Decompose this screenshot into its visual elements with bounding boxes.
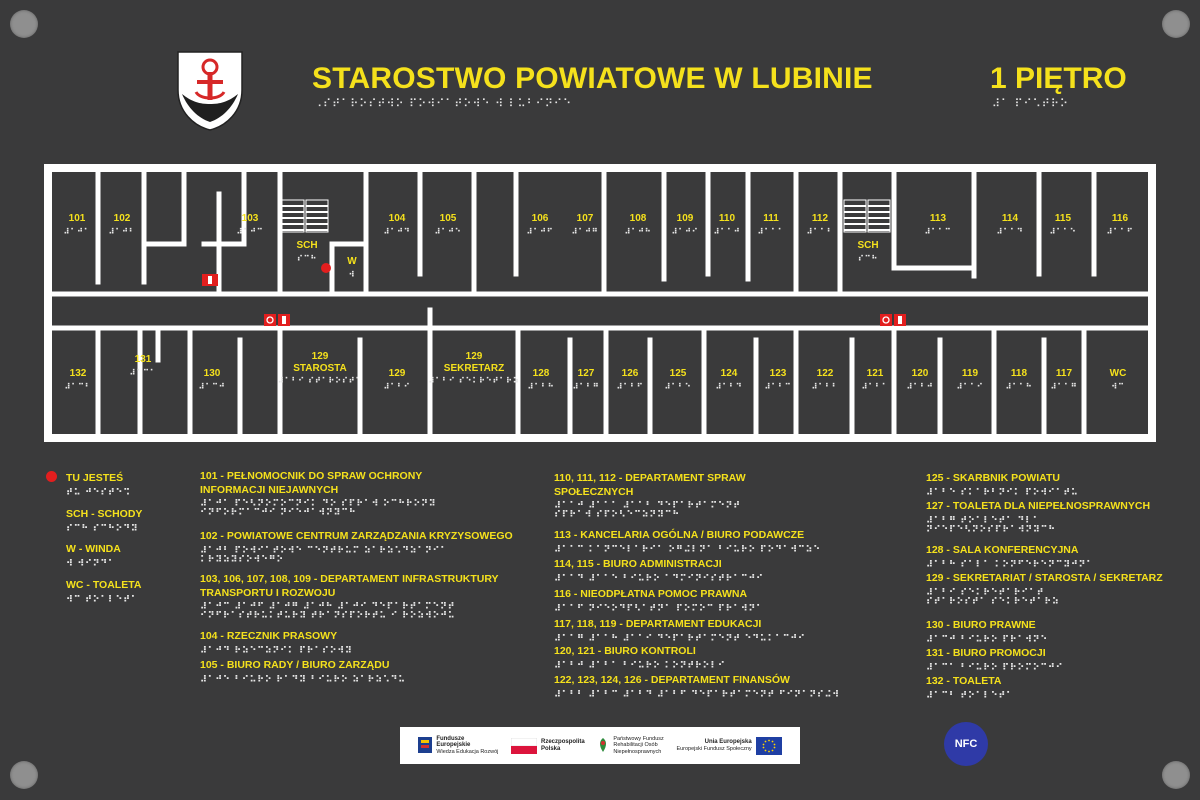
legend-item: 102 - POWIATOWE CENTRUM ZARZĄDZANIA KRYZYSOWEGO ⠼⠁⠚⠃ ⠏⠕⠺⠊⠁⠞⠕⠺⠑ ⠉⠑⠝⠞⠗⠥⠍ ⠵⠁⠗⠵⠡⠙⠵⠁⠝⠊⠁ ⠅⠗⠽⠵⠽⠎⠕⠺⠑⠛⠕	[200, 530, 513, 565]
room-label: 102 ⠼⠁⠚⠃	[108, 213, 136, 236]
legend-item: 110, 111, 112 - DEPARTAMENT SPRAW SPOŁECZNYCH ⠼⠁⠁⠚ ⠼⠁⠁⠁ ⠼⠁⠁⠃ ⠙⠑⠏⠁⠗⠞⠁⠍⠑⠝⠞ ⠎⠏⠗⠁⠺ ⠎⠏⠕⠣⠑⠉⠵⠝⠽⠉⠓	[554, 472, 746, 521]
room-label: 113 ⠼⠁⠁⠉	[924, 213, 952, 236]
room-label: 108 ⠼⠁⠚⠓	[624, 213, 652, 236]
screw-bottom-left	[10, 761, 38, 789]
legend-item: W - WINDA ⠺ ⠺⠊⠝⠙⠁	[66, 543, 121, 569]
room-label: 124 ⠼⠁⠃⠙	[715, 368, 743, 391]
room-label: 122 ⠼⠁⠃⠃	[811, 368, 839, 391]
legend-item: 125 - SKARBNIK POWIATU ⠼⠁⠃⠑ ⠎⠅⠁⠗⠃⠝⠊⠅ ⠏⠕⠺⠊⠁⠞⠥	[926, 472, 1079, 498]
page-title: STAROSTWO POWIATOWE W LUBINIE	[312, 62, 873, 95]
legend-item: 127 - TOALETA DLA NIEPEŁNOSPRAWNYCH ⠼⠁⠃⠛ ⠞⠕⠁⠇⠑⠞⠁ ⠙⠇⠁ ⠝⠊⠑⠏⠑⠣⠝⠕⠎⠏⠗⠁⠺⠝⠽⠉⠓	[926, 500, 1151, 535]
legend-item: 120, 121 - BIURO KONTROLI ⠼⠁⠃⠚ ⠼⠁⠃⠁ ⠃⠊⠥⠗⠕ ⠅⠕⠝⠞⠗⠕⠇⠊	[554, 645, 726, 671]
room-label: 120 ⠼⠁⠃⠚	[906, 368, 934, 391]
legend-item: SCH - SCHODY ⠎⠉⠓ ⠎⠉⠓⠕⠙⠽	[66, 508, 143, 534]
room-label: 101 ⠼⠁⠚⠁	[63, 213, 91, 236]
plan-walls	[48, 168, 1152, 438]
legend-item: 116 - NIEODPŁATNA POMOC PRAWNA ⠼⠁⠁⠋ ⠝⠊⠑⠕⠙⠏⠣⠁⠞⠝⠁ ⠏⠕⠍⠕⠉ ⠏⠗⠁⠺⠝⠁	[554, 588, 764, 614]
floor-plan	[44, 164, 1156, 442]
fe-star-icon	[418, 737, 432, 753]
room-label: 117 ⠼⠁⠁⠛	[1050, 368, 1078, 391]
room-label: 105 ⠼⠁⠚⠑	[434, 213, 462, 236]
legend-item: 114, 115 - BIURO ADMINISTRACJI ⠼⠁⠁⠙ ⠼⠁⠁⠑ ⠃⠊⠥⠗⠕ ⠁⠙⠍⠊⠝⠊⠎⠞⠗⠁⠉⠚⠊	[554, 558, 764, 584]
screw-top-left	[10, 10, 38, 38]
unia-europejska-logo: Unia Europejska Europejski Fundusz Społeczny	[676, 737, 781, 755]
room-label: WC ⠺⠉	[1109, 368, 1127, 391]
screw-top-right	[1162, 10, 1190, 38]
room-label-lift: W ⠺	[347, 256, 357, 279]
pfron-icon	[597, 737, 609, 753]
rzeczpospolita-logo: Rzeczpospolita Polska	[511, 738, 585, 754]
room-label: 132 ⠼⠁⠉⠃	[64, 368, 92, 391]
nfc-badge[interactable]: NFC	[944, 722, 988, 766]
legend-item: 130 - BIURO PRAWNE ⠼⠁⠉⠚ ⠃⠊⠥⠗⠕ ⠏⠗⠁⠺⠝⠑	[926, 619, 1048, 645]
room-label: 130 ⠼⠁⠉⠚	[198, 368, 226, 391]
room-label: 115 ⠼⠁⠁⠑	[1049, 213, 1077, 236]
room-label: 119 ⠼⠁⠁⠊	[956, 368, 984, 391]
room-label: 107 ⠼⠁⠚⠛	[571, 213, 599, 236]
room-label: 125 ⠼⠁⠃⠑	[664, 368, 692, 391]
page-title-braille: ⠠⠎⠞⠁⠗⠕⠎⠞⠺⠕ ⠏⠕⠺⠊⠁⠞⠕⠺⠑ ⠺ ⠇⠥⠃⠊⠝⠊⠑	[314, 97, 573, 110]
room-label-starosta: 129 STAROSTA ⠼⠁⠃⠊ ⠎⠞⠁⠗⠕⠎⠞⠁	[277, 351, 363, 385]
legend-item: 129 - SEKRETARIAT / STAROSTA / SEKRETARZ ⠼⠁⠃⠊ ⠎⠑⠅⠗⠑⠞⠁⠗⠊⠁⠞ ⠎⠞⠁⠗⠕⠎⠞⠁ ⠎⠑⠅⠗⠑⠞⠁⠗⠵	[926, 572, 1163, 607]
room-label: 128 ⠼⠁⠃⠓	[527, 368, 555, 391]
legend-item: WC - TOALETA ⠺⠉ ⠞⠕⠁⠇⠑⠞⠁	[66, 579, 142, 605]
stairs-icon-east	[844, 200, 890, 232]
room-label: 104 ⠼⠁⠚⠙	[383, 213, 411, 236]
legend-item: 105 - BIURO RADY / BIURO ZARZĄDU ⠼⠁⠚⠑ ⠃⠊⠥⠗⠕ ⠗⠁⠙⠽ ⠃⠊⠥⠗⠕ ⠵⠁⠗⠵⠡⠙⠥	[200, 659, 406, 685]
legend-item: TU JESTEŚ ⠞⠥ ⠚⠑⠎⠞⠑⠩	[66, 472, 131, 498]
room-label: 106 ⠼⠁⠚⠋	[526, 213, 554, 236]
legend-item: 113 - KANCELARIA OGÓLNA / BIURO PODAWCZE ⠼⠁⠁⠉ ⠅⠁⠝⠉⠑⠇⠁⠗⠊⠁ ⠕⠛⠬⠇⠝⠁ ⠃⠊⠥⠗⠕ ⠏⠕⠙⠁⠺⠉⠵⠑	[554, 529, 821, 555]
room-label: 111 ⠼⠁⠁⠁	[757, 213, 785, 236]
coat-of-arms-icon	[176, 50, 244, 132]
screw-bottom-right	[1162, 761, 1190, 789]
you-are-here-legend-dot	[46, 471, 57, 482]
stairs-icon	[282, 200, 328, 232]
room-label: 126 ⠼⠁⠃⠋	[616, 368, 644, 391]
legend-item: 131 - BIURO PROMOCJI ⠼⠁⠉⠁ ⠃⠊⠥⠗⠕ ⠏⠗⠕⠍⠕⠉⠚⠊	[926, 647, 1064, 673]
floor-label-braille: ⠼⠁ ⠏⠊⠡⠞⠗⠕	[992, 97, 1069, 110]
room-label: 129 ⠼⠁⠃⠊	[383, 368, 411, 391]
room-label: 118 ⠼⠁⠁⠓	[1005, 368, 1033, 391]
room-label: 109 ⠼⠁⠚⠊	[671, 213, 699, 236]
legend-item: 101 - PEŁNOMOCNIK DO SPRAW OCHRONY INFORMACJI NIEJAWNYCH ⠼⠁⠚⠁ ⠏⠑⠣⠝⠕⠍⠕⠉⠝⠊⠅ ⠙⠕ ⠎⠏⠗⠁⠺ ⠕⠉⠓⠗⠕⠝⠽ ⠊⠝⠋⠕⠗⠍⠁⠉⠚⠊ ⠝⠊⠑⠚⠁⠺⠝⠽⠉⠓	[200, 470, 437, 519]
pfron-logo: Państwowy Fundusz Rehabilitacji Osób Niepełnosprawnych	[597, 736, 663, 754]
legend-item: 103, 106, 107, 108, 109 - DEPARTAMENT INFRASTRUKTURY TRANSPORTU I ROZWOJU ⠼⠁⠚⠉ ⠼⠁⠚⠋ ⠼⠁⠚⠛ ⠼⠁⠚⠓ ⠼⠁⠚⠊ ⠙⠑⠏⠁⠗⠞⠁⠍⠑⠝⠞ ⠊⠝⠋⠗⠁⠎⠞⠗⠥⠅⠞⠥⠗⠽ ⠞⠗⠁⠝⠎⠏⠕⠗⠞⠥ ⠊ ⠗⠕⠵⠺⠕⠚⠥	[200, 573, 499, 622]
room-label: 123 ⠼⠁⠃⠉	[764, 368, 792, 391]
room-label-stairs: SCH ⠎⠉⠓	[857, 240, 879, 263]
room-label: 121 ⠼⠁⠃⠁	[861, 368, 889, 391]
floor-label: 1 PIĘTRO	[990, 62, 1127, 95]
legend-item: 128 - SALA KONFERENCYJNA ⠼⠁⠃⠓ ⠎⠁⠇⠁ ⠅⠕⠝⠋⠑⠗⠑⠝⠉⠽⠚⠝⠁	[926, 544, 1094, 570]
room-label: 112 ⠼⠁⠁⠃	[806, 213, 834, 236]
eu-flag-icon	[756, 737, 782, 755]
room-label: 103 ⠼⠁⠚⠉	[236, 213, 264, 236]
room-label: 131 ⠼⠁⠉⠁	[129, 354, 157, 377]
fire-extinguisher-icon	[202, 274, 218, 286]
fire-hose-icon-east	[880, 314, 906, 326]
funding-logos-strip	[400, 727, 800, 764]
polish-flag-icon	[511, 738, 537, 754]
you-are-here-marker	[321, 263, 331, 273]
room-label: 127 ⠼⠁⠃⠛	[572, 368, 600, 391]
legend-item: 117, 118, 119 - DEPARTAMENT EDUKACJI ⠼⠁⠁⠛ ⠼⠁⠁⠓ ⠼⠁⠁⠊ ⠙⠑⠏⠁⠗⠞⠁⠍⠑⠝⠞ ⠑⠙⠥⠅⠁⠉⠚⠊	[554, 618, 806, 644]
room-label: 116 ⠼⠁⠁⠋	[1106, 213, 1134, 236]
room-label: 114 ⠼⠁⠁⠙	[996, 213, 1024, 236]
legend-item: 104 - RZECZNIK PRASOWY ⠼⠁⠚⠙ ⠗⠵⠑⠉⠵⠝⠊⠅ ⠏⠗⠁⠎⠕⠺⠽	[200, 630, 353, 656]
fire-hose-icon	[264, 314, 290, 326]
legend-item: 122, 123, 124, 126 - DEPARTAMENT FINANSÓW ⠼⠁⠃⠃ ⠼⠁⠃⠉ ⠼⠁⠃⠙ ⠼⠁⠃⠋ ⠙⠑⠏⠁⠗⠞⠁⠍⠑⠝⠞ ⠋⠊⠝⠁⠝⠎⠬⠺	[554, 674, 840, 700]
room-label-sekretarz: 129 SEKRETARZ ⠼⠁⠃⠊ ⠎⠑⠅⠗⠑⠞⠁⠗⠵	[428, 351, 520, 385]
fundusze-europejskie-logo: Fundusze Europejskie Wiedza Edukacja Rozwój	[418, 736, 498, 755]
legend-item: 132 - TOALETA ⠼⠁⠉⠃ ⠞⠕⠁⠇⠑⠞⠁	[926, 675, 1014, 701]
room-label-stairs: SCH ⠎⠉⠓	[296, 240, 318, 263]
room-label: 110 ⠼⠁⠁⠚	[713, 213, 741, 236]
